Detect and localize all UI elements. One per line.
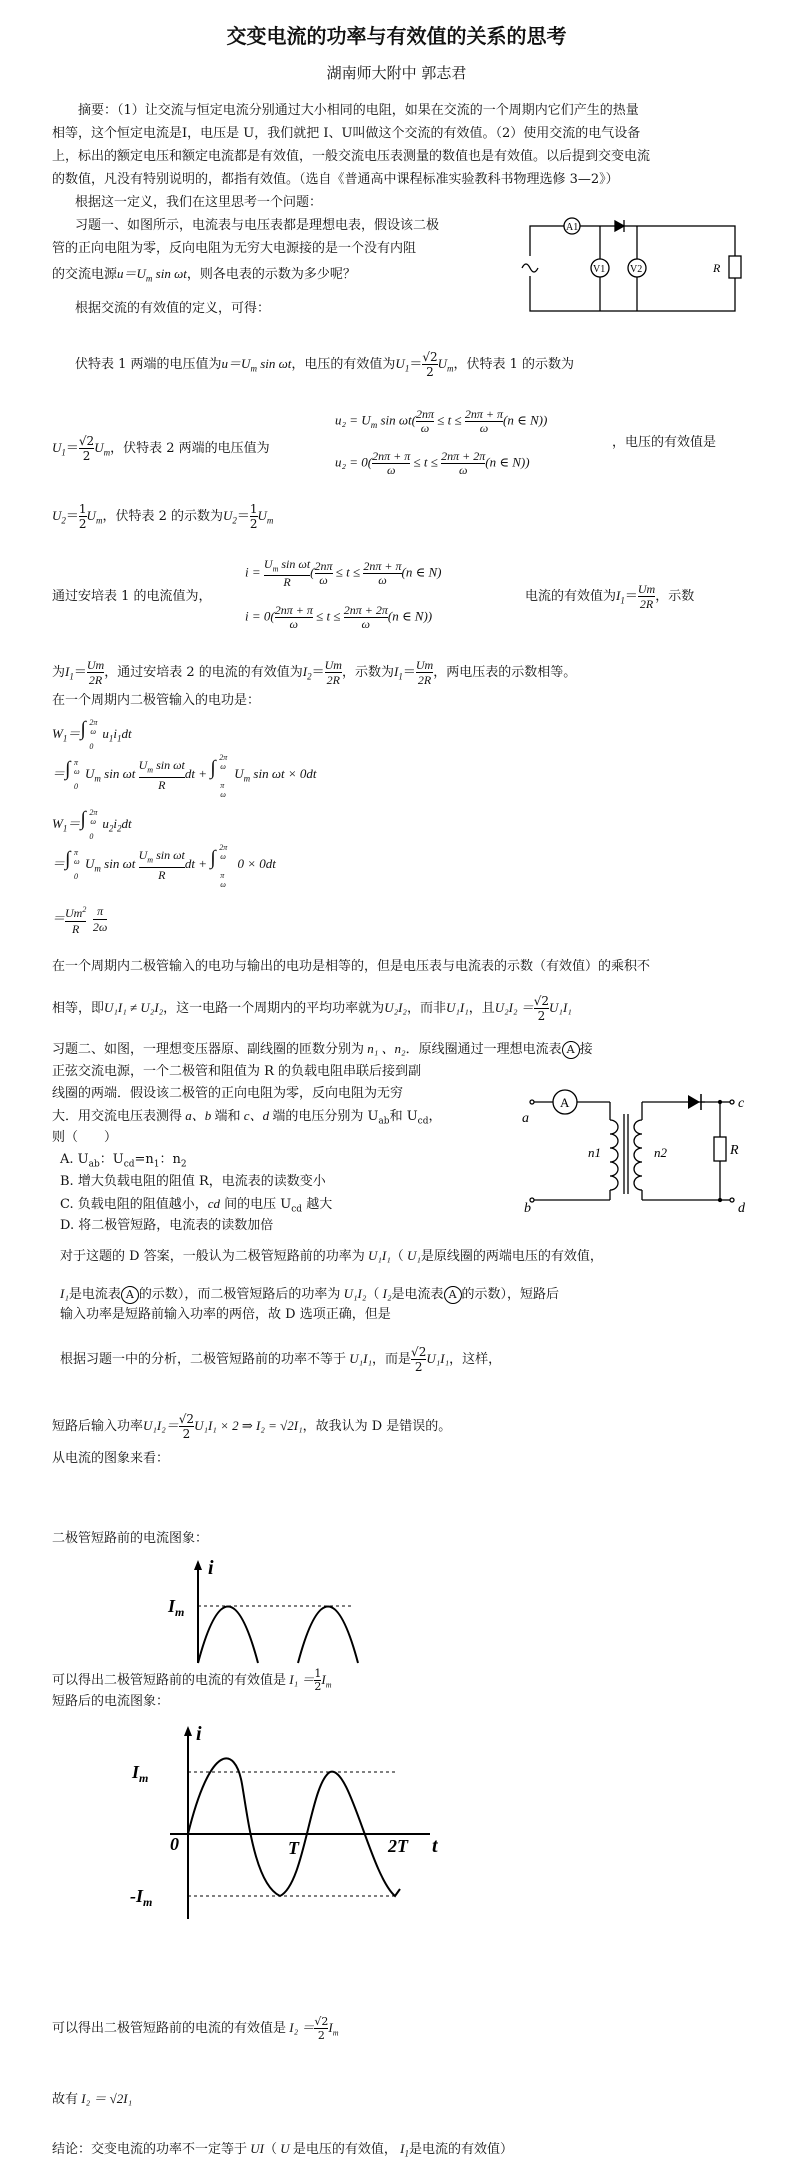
ammeter-a-icon-3: A	[444, 1286, 462, 1304]
page-title: 交变电流的功率与有效值的关系的思考	[226, 24, 567, 48]
ex2-line-1: 习题二、如图，一理想变压器原、副线圈的匝数分别为 n₁ 、n₂．原线圈通过一理想电流表 A 接	[52, 1041, 593, 1057]
graph-after-short	[130, 1724, 470, 1924]
transformer-diode-icon	[688, 1095, 700, 1109]
author: 湖南师大附中 郭志君	[326, 64, 467, 82]
s2-case-2: u₂ = 0( $\frac{2n\pi + \pi}{\omega}$ ≤ t ≤ $\frac{2n\pi + 2\pi}{\omega}$ (n ∈ N))	[335, 449, 530, 477]
abstract-line-4: 的数值，凡没有特别说明的，都指有效值。（选自《普通高中课程标准实验教科书物理选修 3—2》）	[52, 172, 619, 187]
g2-t-axis-label: t	[432, 1835, 438, 1857]
g1-half-wave-1	[198, 1607, 258, 1664]
abstract-line-3: 上，标出的额定电压和额定电流都是有效值，一般交流电压表测量的数值也是有效值。以后提到交变电流	[52, 149, 651, 164]
terminal-b-label: b	[524, 1201, 531, 1216]
abstract-line-1: 摘要：（1）让交流与恒定电流分别通过大小相同的电阻，如果在交流的一个周期内它们产生的热量	[78, 103, 639, 118]
transformer-diagram	[520, 1062, 760, 1216]
diode-icon	[615, 221, 624, 231]
ans-line-1: 对于这题的 D 答案，一般认为二极管短路前的功率为 U₁I₁（ U₁是原线圈的两端电压的有效值，	[60, 1248, 603, 1264]
g2-neg-im-label: $-I_m$	[130, 1886, 153, 1909]
g2-origin-label: 0	[170, 1834, 179, 1854]
w3-line: ＝ $\frac{Um^2}{R}$ $\frac{\pi}{2\omega}$	[52, 904, 108, 936]
s4-pre: 通过安培表 1 的电流值为，	[52, 589, 212, 604]
ammeter-a1-label: A1	[566, 222, 579, 233]
w2-expansion: ＝ ∫ π ω 0 $U_m$ sin ωt $\frac{U_m \sin \omega t}{R}$ dt + ∫ 2π ω π ω 0 × 0dt	[52, 843, 276, 889]
terminal-c-label: c	[738, 1096, 745, 1111]
w2-line: $W_1=$ ∫ 2π ω 0 $u_2i_2dt$	[52, 808, 132, 841]
secondary-coil-icon	[634, 1120, 642, 1190]
conc1-line-1: 在一个周期内二极管输入的电功与输出的电功是相等的，但是电压表与电流表的示数（有效值）的乘积不	[52, 959, 651, 974]
g1-i-label: i	[208, 1557, 214, 1579]
ex1-line-1: 习题一、如图所示，电流表与电压表都是理想电表，假设该二极	[75, 218, 440, 233]
s4-case-2: i = 0( $\frac{2n\pi + \pi}{\omega}$ ≤ t ≤ $\frac{2n\pi + 2\pi}{\omega}$ (n ∈ N))	[245, 603, 433, 631]
s4-case-1: i = $\frac{U_m \sin \omega t}{R}$ ( $\frac{2n\pi}{\omega}$ ≤ t ≤ $\frac{2n\pi + \pi}{\omega}$ (n ∈ N)	[245, 557, 442, 590]
g2-t-tick-label: T	[288, 1838, 299, 1858]
ex2-line-5: 则（ ）	[52, 1130, 118, 1145]
g1-y-arrow-icon	[194, 1560, 202, 1570]
conc1-line-2: 相等，即U₁I₁ ≠ U₂I₂，这一电路一个周期内的平均功率就为U₂I₂，而非U₁I₁，且U₂I₂ ＝ $\frac{√2}{2}$ U₁I₁	[52, 994, 572, 1023]
abstract-line-2: 相等，这个恒定电流是I，电压是 U，我们就把 I、U叫做这个交流的有效值。（2）使用交流的电气设备	[52, 126, 641, 141]
graph1-result: 可以得出二极管短路前的电流的有效值是 I₁ ＝ $\frac{1}{2}$ $I_m$	[52, 1667, 332, 1693]
load-resistor-label: R	[730, 1143, 739, 1158]
ans-line-2: I₁是电流表 A 的示数），而二极管短路后的功率为 U₁I₂（ I₂是电流表 A 的示数），短路后	[60, 1286, 560, 1302]
graph2-caption: 短路后的电流图象：	[52, 1694, 170, 1709]
ex1-line-2: 管的正向电阻为零，反向电阻为无穷大电源接的是一个没有内阻	[52, 241, 417, 256]
s3-line: $U_2=$ $\frac{1}{2}$ $U_m$，伏特表 2 的示数为$U_2=$ $\frac{1}{2}$ $U_m$	[52, 502, 274, 531]
final-conclusion: 结论：交变电流的功率不一定等于 UI（ U 是电压的有效值， $I_1$是电流的有效值）	[52, 2141, 514, 2159]
terminal-a-label: a	[522, 1111, 529, 1126]
s2-case-1: $u_2 = U_m$ sin ωt( $\frac{2n\pi}{\omega}$ ≤ t ≤ $\frac{2n\pi + \pi}{\omega}$ (n ∈ N))	[335, 407, 548, 435]
resistor-icon	[729, 256, 741, 278]
ex2-line-3: 线圈的两端．假设该二极管的正向电阻为零，反向电阻为无穷	[52, 1086, 404, 1101]
voltmeter-v2-label: V2	[630, 264, 643, 275]
w1-expansion: ＝ ∫ π ω 0 $U_m$ sin ωt $\frac{U_m \sin \omega t}{R}$ dt + ∫ 2π ω π ω $U_m$ sin ωt × 0dt	[52, 753, 317, 799]
graph-before-short	[168, 1558, 408, 1668]
s1-line: 伏特表 1 两端的电压值为$u=U_m$ sin ωt，电压的有效值为$U_1=$ $\frac{√2}{2}$ $U_m$，伏特表 1 的示数为	[75, 350, 575, 379]
ex1-definition: 根据交流的有效值的定义，可得：	[75, 301, 271, 316]
ans-line-3: 输入功率是短路前输入功率的两倍，故 D 选项正确，但是	[60, 1307, 391, 1322]
s2-post: ，电压的有效值是	[612, 435, 717, 450]
ex2-option-d: D. 将二极管短路，电流表的读数加倍	[60, 1218, 274, 1233]
ans-line-5: 短路后输入功率U₁I₂＝ $\frac{√2}{2}$ U₁I₁ × 2 ⇒ I₂ = √2I₁，故我认为 D 是错误的。	[52, 1412, 452, 1441]
ans-line-4: 根据习题一中的分析，二极管短路前的功率不等于 U₁I₁，而是 $\frac{√2}{2}$ U₁I₁，这样，	[60, 1345, 502, 1374]
ex2-line-2: 正弦交流电源，一个二极管和阻值为 R 的负载电阻串联后接到副	[52, 1064, 422, 1079]
ex2-option-b: B. 增大负载电阻的阻值 R，电流表的读数变小	[60, 1174, 326, 1189]
ammeter-a-icon-2: A	[121, 1286, 139, 1304]
intro-text: 根据这一定义，我们在这里思考一个问题：	[75, 195, 323, 210]
work-title: 在一个周期内二极管输入的电功是：	[52, 693, 261, 708]
g2-y-arrow-icon	[184, 1726, 192, 1736]
n1-label: n1	[588, 1145, 601, 1160]
ex2-option-c: C. 负载电阻的阻值越小，cd 间的电压 $U_{cd}$ 越大	[60, 1196, 333, 1215]
so-line: 故有 I₂ ＝ √2I₁	[52, 2091, 133, 2107]
ex2-option-a: A. $U_{ab}$：$U_{cd}=n_1$：$n_2$	[60, 1152, 187, 1170]
voltmeter-v1-label: V1	[593, 264, 606, 275]
s4-post: 电流的有效值为$I_1=$ $\frac{Um}{2R}$ ，示数	[525, 582, 695, 611]
g2-sine-wave	[188, 1758, 400, 1896]
ammeter-a-icon: A	[562, 1041, 580, 1059]
transformer-ammeter-label: A	[560, 1095, 570, 1110]
ex2-line-4: 大．用交流电压表测得 a、b 端和 c、d 端的电压分别为 $U_{ab}$和 $U_{cd}$，	[52, 1108, 442, 1127]
graph2-result: 可以得出二极管短路前的电流的有效值是 I₂ ＝ $\frac{√2}{2}$ $I_m$	[52, 2015, 339, 2042]
g2-2t-tick-label: 2T	[388, 1836, 408, 1856]
g1-im-label: $I_m$	[168, 1596, 185, 1619]
n2-label: n2	[654, 1145, 667, 1160]
ans-line-6: 从电流的图象来看：	[52, 1451, 170, 1466]
primary-coil-icon	[610, 1120, 618, 1190]
ex1-line-3: 的交流电源$u=U_m$ sin ωt，则各电表的示数为多少呢？	[52, 266, 356, 284]
resistor-label: R	[713, 261, 721, 275]
load-resistor-icon	[714, 1137, 726, 1161]
terminal-d-label: d	[738, 1201, 745, 1216]
s5-line: 为$I_1=$ $\frac{Um}{2R}$ ，通过安培表 2 的电流的有效值为$I_2=$ $\frac{Um}{2R}$ ，示数为$I_1=$ $\frac{Um}{2R}$ ，两电压表的示数相等。	[52, 658, 577, 687]
s2-line: $U_1=$ $\frac{√2}{2}$ $U_m$，伏特表 2 两端的电压值为	[52, 434, 270, 463]
g2-im-label: $I_m$	[132, 1762, 149, 1785]
graph1-caption: 二极管短路前的电流图象：	[52, 1531, 209, 1546]
g1-half-wave-2	[298, 1607, 358, 1664]
w1-line: $W_1=$ ∫ 2π ω 0 $u_1i_1dt$	[52, 718, 132, 751]
circuit-diagram-1	[525, 216, 745, 316]
g2-i-label: i	[196, 1723, 202, 1745]
